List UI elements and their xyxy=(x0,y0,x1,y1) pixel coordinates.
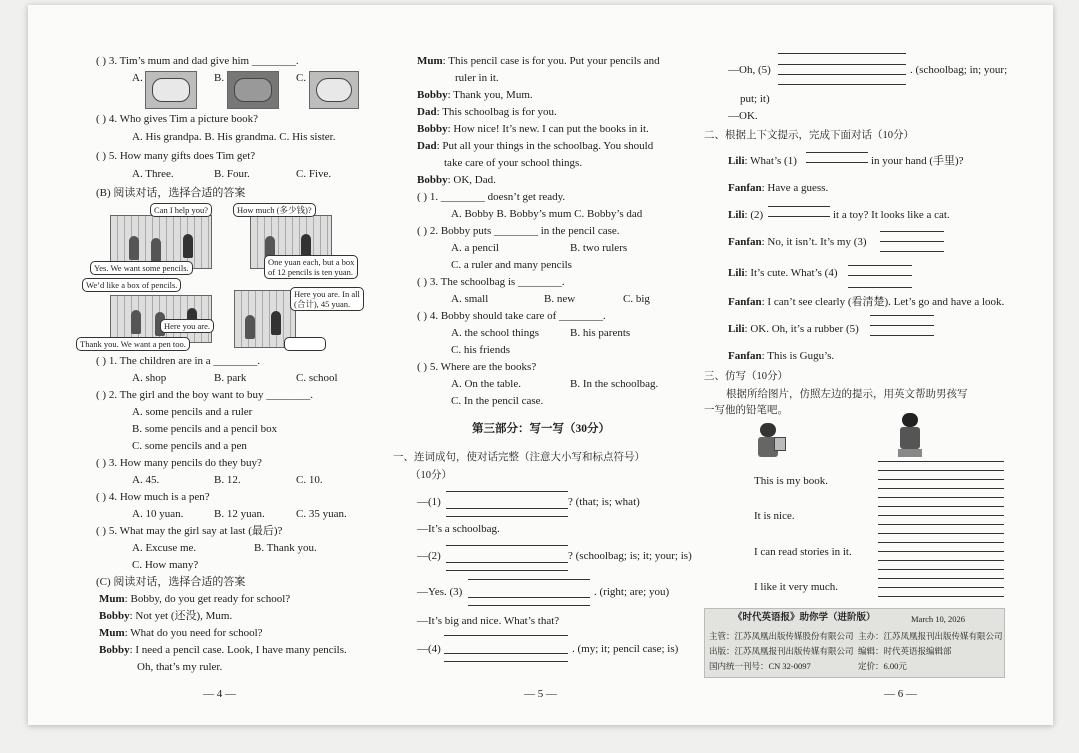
w3-hint: . (right; are; you) xyxy=(594,586,670,598)
c-q1-stem: ( ) 1. ________ doesn’t get ready. xyxy=(417,191,566,203)
q4-options: A. His grandpa. B. His grandma. C. His sister. xyxy=(132,131,336,143)
answer-line xyxy=(880,251,944,252)
dialog-line: Dad: Put all your things in the schoolbag. You should xyxy=(417,140,654,152)
dialog-line: Lili: OK. Oh, it’s a rubber (5) xyxy=(728,323,859,335)
dialog-line: Bobby: I need a pencil case. Look, I have many pencils. xyxy=(99,644,347,656)
b5-option-c: C. How many? xyxy=(132,559,199,571)
q3-stem: ( ) 3. Tim’s mum and dad give him ________. xyxy=(96,55,299,67)
dialog-line: Lili: What’s (1) xyxy=(728,155,797,167)
q5-option-c: C. Five. xyxy=(296,168,332,180)
answer-line xyxy=(848,287,912,288)
pencil-case-image-b xyxy=(227,71,279,109)
w1-prefix: —(1) xyxy=(417,496,441,508)
dialog-line: Lili: It’s cute. What’s (4) xyxy=(728,267,838,279)
answer-line xyxy=(870,325,934,326)
dialog-line: Mum: What do you need for school? xyxy=(99,627,263,639)
c-q2-option-b: B. two rulers xyxy=(570,242,628,254)
b3-option-a: A. 45. xyxy=(132,474,160,486)
answer-line xyxy=(444,653,568,654)
answer-line xyxy=(778,74,906,75)
c-q1-options: A. Bobby B. Bobby’s mum C. Bobby’s dad xyxy=(451,208,643,220)
c-q5-stem: ( ) 5. Where are the books? xyxy=(417,361,537,373)
speech-bubble-how-much: How much (多少钱)? xyxy=(233,203,316,217)
dialog-line: Bobby: How nice! It’s new. I can put the books in it. xyxy=(417,123,649,135)
c-q4-stem: ( ) 4. Bobby should take care of ________. xyxy=(417,310,606,322)
section-1-heading: 一、连词成句，使对话完整（注意大小写和标点符号） xyxy=(393,452,645,463)
c-q4-option-b: B. his parents xyxy=(570,327,631,339)
girl-with-book-image xyxy=(752,423,786,463)
answer-line xyxy=(768,206,830,207)
answer-line xyxy=(778,53,906,54)
b4-option-a: A. 10 yuan. xyxy=(132,508,184,520)
c-q2-option-c: C. a ruler and many pencils xyxy=(451,259,572,271)
w5-hint-cont: put; it) xyxy=(740,93,770,105)
answer-line xyxy=(848,275,912,276)
speech-bubble-price: One yuan each, but a box of 12 pencils is ten yuan. xyxy=(264,255,358,279)
answer-line xyxy=(468,579,590,580)
c-q5-option-c: C. In the pencil case. xyxy=(451,395,544,407)
publication-publisher: 出版：江苏凤凰报刊出版传媒有限公司 xyxy=(709,646,854,656)
answer-line xyxy=(446,516,568,517)
w3-prefix: —Yes. (3) xyxy=(417,586,463,598)
speech-bubble-empty xyxy=(284,337,326,351)
w5-prefix: —Oh, (5) xyxy=(728,64,771,76)
publication-cn-number: 国内统一刊号：CN 32-0097 xyxy=(709,661,811,671)
answer-line xyxy=(444,635,568,636)
answer-line xyxy=(880,231,944,232)
dialog-line-cont: take care of your school things. xyxy=(444,157,583,169)
section-1-score: （10分） xyxy=(410,470,452,481)
b5-stem: ( ) 5. What may the girl say at last (最后)? xyxy=(96,525,283,537)
b3-option-b: B. 12. xyxy=(214,474,241,486)
page-number-5: — 5 — xyxy=(524,688,557,700)
b2-option-c: C. some pencils and a pen xyxy=(132,440,247,452)
q4-stem: ( ) 4. Who gives Tim a picture book? xyxy=(96,113,259,125)
dialog-line: Mum: Bobby, do you get ready for school? xyxy=(99,593,291,605)
exam-sheet xyxy=(28,5,1053,725)
publication-title: 《时代英语报》助你学（进阶版） xyxy=(733,613,876,623)
w2-prefix: —(2) xyxy=(417,550,441,562)
w4-hint: . (my; it; pencil case; is) xyxy=(572,643,679,655)
b5-option-a: A. Excuse me. xyxy=(132,542,197,554)
answer-line xyxy=(444,661,568,662)
section-3-desc-1: 根据所给图片，仿照左边的提示，用英文帮助男孩写 xyxy=(726,389,968,400)
page-number-6: — 6 — xyxy=(884,688,917,700)
dialog-line-cont: ruler in it. xyxy=(455,72,499,84)
publication-info-box xyxy=(704,608,1005,678)
answer-line xyxy=(880,241,944,242)
page-5 xyxy=(388,5,708,725)
w1-answer: —It’s a schoolbag. xyxy=(417,523,500,535)
section-c-heading: (C) 阅读对话，选择合适的答案 xyxy=(96,576,246,588)
dialog-line: Fanfan: I can’t see clearly (看清楚). Let’s go and have a look. xyxy=(728,296,1005,308)
c-q5-option-a: A. On the table. xyxy=(451,378,521,390)
b5-option-b: B. Thank you. xyxy=(254,542,317,554)
w3-answer: —It’s big and nice. What’s that? xyxy=(417,615,560,627)
c-q2-option-a: A. a pencil xyxy=(451,242,499,254)
speech-bubble-total: Here you are. In all (合计), 45 yuan. xyxy=(290,287,364,311)
q5-option-a: A. Three. xyxy=(132,168,174,180)
c-q4-option-a: A. the school things xyxy=(451,327,539,339)
publication-sponsor: 主办：江苏凤凰报刊出版传媒有限公司 xyxy=(858,631,1003,641)
dialog-line: Bobby: Not yet (还没), Mum. xyxy=(99,610,233,622)
answer-line xyxy=(768,216,830,217)
publication-price: 定价：6.00元 xyxy=(858,661,907,671)
publication-editor: 编辑：时代英语报编辑部 xyxy=(858,646,952,656)
b2-option-a: A. some pencils and a ruler xyxy=(132,406,253,418)
answer-line xyxy=(870,315,934,316)
dialog-line: Dad: This schoolbag is for you. xyxy=(417,106,557,118)
answer-line xyxy=(446,491,568,492)
q3-option-c-label: C. xyxy=(296,72,307,84)
speech-bubble-help: Can I help you? xyxy=(150,203,212,217)
b3-stem: ( ) 3. How many pencils do they buy? xyxy=(96,457,262,469)
dialog-line: Lili: (2) xyxy=(728,209,764,221)
q5-stem: ( ) 5. How many gifts does Tim get? xyxy=(96,150,256,162)
dialog-line: Mum: This pencil case is for you. Put your pencils and xyxy=(417,55,660,67)
part-3-heading: 第三部分：写一写（30分） xyxy=(472,423,610,435)
b3-option-c: C. 10. xyxy=(296,474,323,486)
b2-stem: ( ) 2. The girl and the boy want to buy ________. xyxy=(96,389,314,401)
answer-line xyxy=(468,605,590,606)
pencil-case-image-c xyxy=(309,71,359,109)
speech-bubble-box-of-pencils: We’d like a box of pencils. xyxy=(82,278,181,292)
b1-option-c: C. school xyxy=(296,372,338,384)
b4-option-b: B. 12 yuan. xyxy=(214,508,265,520)
model-sentence: I like it very much. xyxy=(754,581,839,593)
publication-date: March 10, 2026 xyxy=(911,614,966,624)
answer-line xyxy=(806,162,868,163)
c-q3-stem: ( ) 3. The schoolbag is ________. xyxy=(417,276,565,288)
b4-stem: ( ) 4. How much is a pen? xyxy=(96,491,210,503)
section-2-heading: 二、根据上下文提示，完成下面对话（10分） xyxy=(704,130,914,141)
answer-line xyxy=(806,152,868,153)
model-sentence: It is nice. xyxy=(754,510,795,522)
dialog-line: Bobby: OK, Dad. xyxy=(417,174,496,186)
dialog-line: Bobby: Thank you, Mum. xyxy=(417,89,533,101)
section-3-heading: 三、仿写（10分） xyxy=(704,371,788,382)
q5-option-b: B. Four. xyxy=(214,168,250,180)
dialog-line-cont: Oh, that’s my ruler. xyxy=(137,661,223,673)
answer-line xyxy=(870,335,934,336)
c-q3-option-b: B. new xyxy=(544,293,576,305)
c-q3-option-c: C. big xyxy=(623,293,650,305)
b4-option-c: C. 35 yuan. xyxy=(296,508,347,520)
speech-bubble-want-pencils: Yes. We want some pencils. xyxy=(90,261,193,275)
b2-option-b: B. some pencils and a pencil box xyxy=(132,423,278,435)
dialog-line-tail: it a toy? It looks like a cat. xyxy=(833,209,950,221)
section-b-heading: (B) 阅读对话，选择合适的答案 xyxy=(96,187,246,199)
publication-supervisor: 主管：江苏凤凰出版传媒股份有限公司 xyxy=(709,631,854,641)
c-q3-option-a: A. small xyxy=(451,293,489,305)
answer-line xyxy=(848,265,912,266)
c-q4-option-c: C. his friends xyxy=(451,344,510,356)
answer-line xyxy=(446,570,568,571)
dialog-line-tail: in your hand (手里)? xyxy=(871,155,964,167)
w1-hint: ? (that; is; what) xyxy=(568,496,640,508)
speech-bubble-here-you-are: Here you are. xyxy=(160,319,214,333)
model-sentence: This is my book. xyxy=(754,475,828,487)
q3-option-a-label: A. xyxy=(132,72,143,84)
b1-option-a: A. shop xyxy=(132,372,167,384)
boy-with-pencil-image xyxy=(896,413,924,459)
answer-line xyxy=(468,597,590,598)
answer-line xyxy=(446,508,568,509)
section-3-desc-2: 一写他的铅笔吧。 xyxy=(704,405,788,416)
page-4 xyxy=(28,5,368,725)
model-sentence: I can read stories in it. xyxy=(754,546,852,558)
answer-line xyxy=(778,64,906,65)
w5-hint: . (schoolbag; in; your; xyxy=(910,64,1008,76)
c-q5-option-b: B. In the schoolbag. xyxy=(570,378,659,390)
w2-hint: ? (schoolbag; is; it; your; is) xyxy=(568,550,692,562)
dialog-line: Fanfan: No, it isn’t. It’s my (3) xyxy=(728,236,867,248)
c-q2-stem: ( ) 2. Bobby puts ________ in the pencil case. xyxy=(417,225,620,237)
b1-option-b: B. park xyxy=(214,372,247,384)
answer-line xyxy=(778,84,906,85)
page-number-4: — 4 — xyxy=(203,688,236,700)
pencil-case-image-a xyxy=(145,71,197,109)
w5-ok: —OK. xyxy=(728,110,758,122)
b1-stem: ( ) 1. The children are in a ________. xyxy=(96,355,261,367)
dialog-line: Fanfan: This is Gugu’s. xyxy=(728,350,835,362)
answer-line xyxy=(446,562,568,563)
dialog-line: Fanfan: Have a guess. xyxy=(728,182,829,194)
speech-bubble-thank-you: Thank you. We want a pen too. xyxy=(76,337,190,351)
q3-option-b-label: B. xyxy=(214,72,225,84)
w4-prefix: —(4) xyxy=(417,643,441,655)
answer-line xyxy=(446,545,568,546)
